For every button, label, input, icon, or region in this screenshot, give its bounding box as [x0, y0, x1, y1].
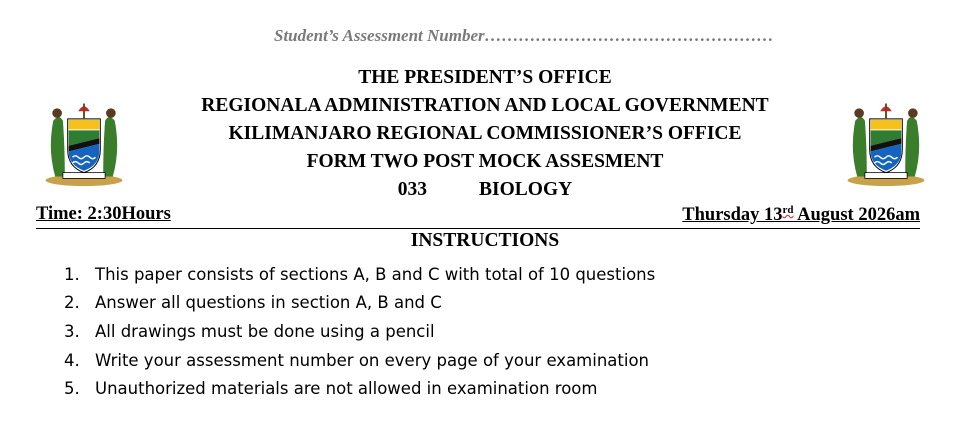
list-item: [64, 260, 924, 289]
exam-title: FORM TWO POST MOCK ASSESMENT: [306, 151, 664, 172]
date-ordinal: rd: [782, 204, 794, 216]
assessment-number-label: Student’s Assessment Number……………………………………………: [274, 26, 774, 45]
item-number: 2.: [64, 293, 80, 313]
item-text: Answer all questions in section A, B and C: [95, 293, 442, 313]
list-item: [64, 346, 924, 375]
time-date-row: [36, 204, 920, 229]
subject-code: 033: [397, 179, 428, 200]
item-text: All drawings must be done using a pencil: [95, 321, 435, 341]
instructions-title: INSTRUCTIONS: [410, 230, 560, 251]
item-text: Write your assessment number on every page of your examination: [95, 350, 650, 370]
date-prefix: Thursday 13: [682, 205, 783, 226]
list-item: [64, 374, 924, 403]
list-item: [64, 317, 924, 346]
exam-date: [682, 204, 920, 226]
administration-title: REGIONALA ADMINISTRATION AND LOCAL GOVERNMENT: [201, 95, 769, 116]
item-number: 5.: [64, 379, 80, 399]
item-number: 4.: [64, 350, 80, 370]
exam-header: [150, 64, 820, 204]
date-rest: August 2026am: [793, 205, 920, 226]
coat-of-arms-icon: [838, 92, 934, 188]
item-text: This paper consists of sections A, B and C with total of 10 questions: [95, 264, 656, 284]
exam-time: Time: 2:30Hours: [36, 204, 171, 224]
list-item: [64, 289, 924, 318]
commissioner-title: KILIMANJARO REGIONAL COMMISSIONER’S OFFICE: [228, 123, 742, 144]
coat-of-arms-icon: [36, 92, 132, 188]
office-title: THE PRESIDENT’S OFFICE: [358, 67, 612, 88]
subject-row: [150, 176, 820, 204]
item-number: 3.: [64, 321, 80, 341]
item-text: Unauthorized materials are not allowed in examination room: [95, 379, 598, 399]
subject-name: BIOLOGY: [479, 179, 573, 200]
item-number: 1.: [64, 264, 80, 284]
instructions-list: [64, 260, 924, 403]
